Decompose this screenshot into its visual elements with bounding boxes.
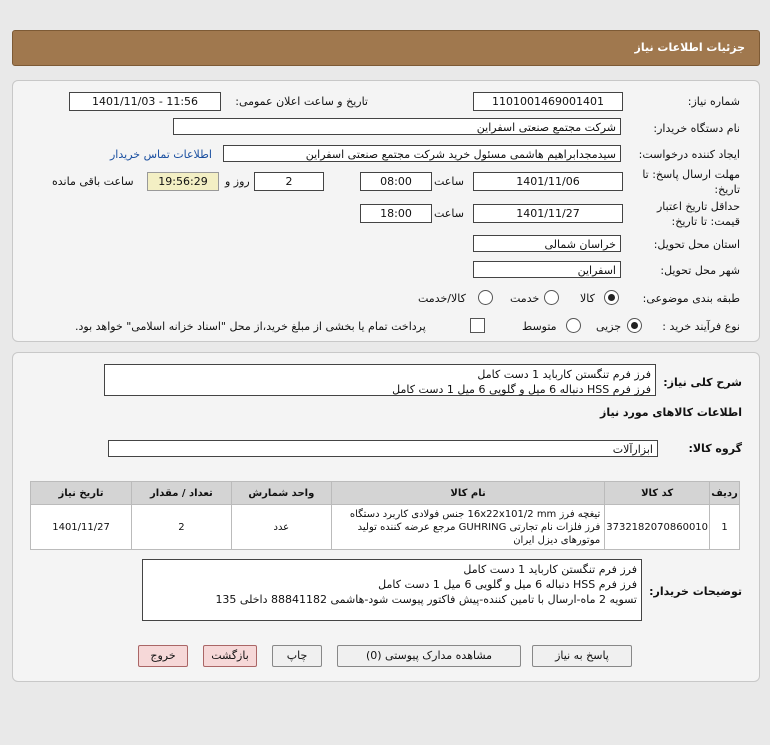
cell-index: 1 [710,505,740,550]
buyer-contact-link[interactable]: اطلاعات تماس خریدار [110,148,212,161]
buyer-notes-line: فرز فرم تنگستن کارباید 1 دست کامل [463,563,637,576]
category-option-both: کالا/خدمت [418,292,466,305]
cell-name: تیغچه فرز 16x22x101/2 mm جنس فولادی کاربرد دستگاه فرز فلزات نام تجارتی GUHRING مرجع عرضه کننده تولید موتورهای دیزل ایران [331,505,604,550]
remaining-label: ساعت باقی مانده [52,175,134,188]
summary-line: فرز فرم تنگستن کارباید 1 دست کامل [477,368,651,381]
validity-label-1: حداقل تاریخ اعتبار [656,200,740,213]
view-docs-button[interactable]: مشاهده مدارک پیوستی (0) [337,645,521,667]
process-radio-medium[interactable] [566,318,581,333]
buyer-notes-field [142,559,642,621]
col-index: ردیف [710,482,740,505]
treasury-payment-note: پرداخت تمام یا بخشی از مبلغ خرید،از محل "اسناد خزانه اسلامی" خواهد بود. [75,320,426,333]
col-unit: واحد شمارش [231,482,331,505]
table-row [31,505,740,550]
category-option-goods: کالا [580,292,595,305]
buyer-org-field: شرکت مجتمع صنعتی اسفراین [173,118,621,135]
need-number-field: 1101001469001401 [473,92,623,111]
buyer-notes-label: توضیحات خریدار: [649,585,742,598]
deadline-label-2: تاریخ: [714,183,740,196]
province-label: استان محل تحویل: [653,238,740,251]
summary-line: فرز فرم HSS دنباله 6 میل و گلویی 6 میل 1 دست کامل [392,383,651,396]
validity-time-field: 18:00 [360,204,432,223]
cell-code: 3732182070860010 [605,505,710,550]
table-header-row [31,482,740,505]
goods-table [30,481,740,550]
col-code: کد کالا [605,482,710,505]
col-qty: تعداد / مقدار [132,482,232,505]
cell-qty: 2 [132,505,232,550]
buyer-notes-line: تسویه 2 ماه-ارسال با تامین کننده-پیش فاکتور پیوست شود-هاشمی 88841182 داخلی 135 [215,593,637,606]
remaining-time-field: 19:56:29 [147,172,219,191]
announce-label: تاریخ و ساعت اعلان عمومی: [235,95,368,108]
city-label: شهر محل تحویل: [660,264,740,277]
category-radio-goods[interactable] [604,290,619,305]
category-radio-service[interactable] [544,290,559,305]
category-option-service: خدمت [510,292,540,305]
process-radio-minor[interactable] [627,318,642,333]
goods-info-title: اطلاعات کالاهای مورد نیاز [600,406,742,419]
days-field: 2 [254,172,324,191]
announce-field: 1401/11/03 - 11:56 [69,92,221,111]
validity-label-2: قیمت: تا تاریخ: [671,215,740,228]
deadline-date-field: 1401/11/06 [473,172,623,191]
buyer-org-label: نام دستگاه خریدار: [653,122,740,135]
cell-unit: عدد [231,505,331,550]
exit-button[interactable]: خروج [138,645,188,667]
summary-field [104,364,656,396]
col-date: تاریخ نیاز [31,482,132,505]
process-label: نوع فرآیند خرید : [662,320,740,333]
need-number-label: شماره نیاز: [687,95,740,108]
city-field: اسفراین [473,261,621,278]
col-name: نام کالا [331,482,604,505]
category-radio-both[interactable] [478,290,493,305]
requester-label: ایجاد کننده درخواست: [638,148,740,161]
process-option-minor: جزیی [596,320,622,333]
deadline-label-1: مهلت ارسال پاسخ: تا [642,168,740,181]
validity-time-label: ساعت [434,207,464,220]
page-header [12,30,760,66]
summary-label: شرح کلی نیاز: [663,376,742,389]
cell-date: 1401/11/27 [31,505,132,550]
buyer-notes-line: فرز فرم HSS دنباله 6 میل و گلویی 6 میل 1 دست کامل [378,578,637,591]
goods-group-field: ابزارآلات [108,440,658,457]
reply-button[interactable]: پاسخ به نیاز [532,645,632,667]
deadline-time-field: 08:00 [360,172,432,191]
days-label: روز و [225,175,250,188]
print-button[interactable]: چاپ [272,645,322,667]
process-option-medium: متوسط [522,320,557,333]
page-title: جزئیات اطلاعات نیاز [634,41,745,54]
validity-date-field: 1401/11/27 [473,204,623,223]
requester-field: سیدمجدابراهیم هاشمی مسئول خرید شرکت مجتمع صنعتی اسفراین [223,145,621,162]
category-label: طبقه بندی موضوعی: [642,292,740,305]
treasury-payment-checkbox[interactable] [470,318,485,333]
province-field: خراسان شمالی [473,235,621,252]
back-button[interactable]: بازگشت [203,645,257,667]
goods-group-label: گروه کالا: [688,442,742,455]
deadline-time-label: ساعت [434,175,464,188]
